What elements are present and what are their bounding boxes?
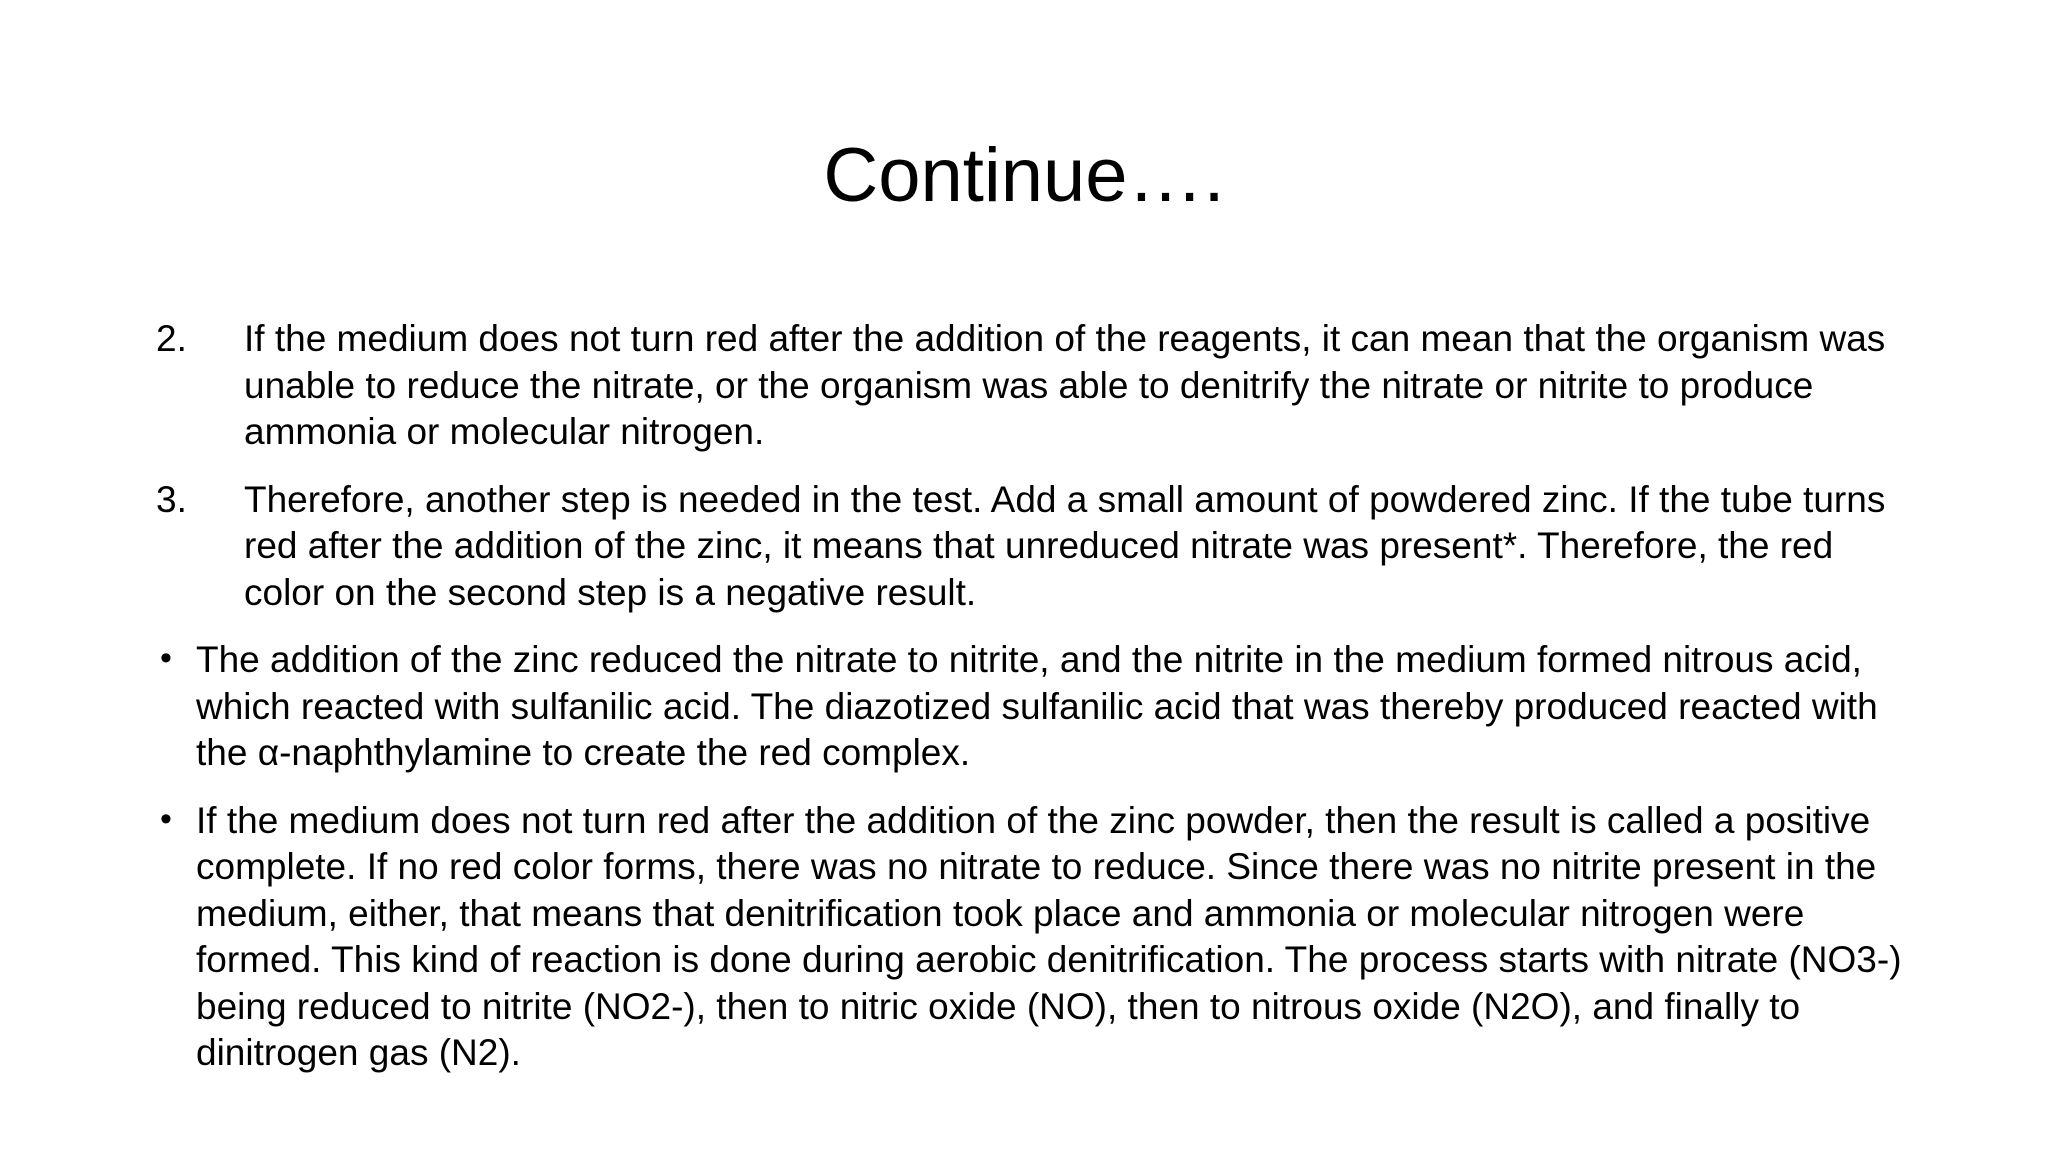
item-text: If the medium does not turn red after the addition of the zinc powder, then the result is called a positive complete. If no red color forms, there was no nitrate to reduce. Since there was no nitrite present in the medium, either, that means that denitrification took place and ammonia or molecular nitrogen were formed. This kind of reaction is done during aerobic denitrification. The process starts with nitrate (NO3-) being reduced to nitrite (NO2-), then to nitric oxide (NO), then to nitrous oxide (N2O), and finally to dinitrogen gas (N2).: [196, 799, 1902, 1073]
numbered-item-3: [156, 477, 1916, 617]
bullet-item-positive-complete: [156, 798, 1916, 1077]
bullet-icon: •: [160, 799, 172, 838]
bullet-icon: •: [160, 639, 172, 677]
item-text: The addition of the zinc reduced the nitrate to nitrite, and the nitrite in the medium formed nitrous acid, which reacted with sulfanilic acid. The diazotized sulfanilic acid that was thereby produced reacted with the α-naphthylamine to create the red complex.: [196, 639, 1878, 773]
slide-content-list: [156, 316, 1916, 1098]
slide-title: Continue….: [823, 133, 1225, 218]
numbered-item-2: [156, 316, 1916, 456]
item-number: 3.: [156, 478, 187, 520]
bullet-item-zinc-reduction: [156, 637, 1916, 777]
item-text: If the medium does not turn red after the addition of the reagents, it can mean that the organism was unable to reduce the nitrate, or the organism was able to denitrify the nitrate or nitrite to produce ammonia or molecular nitrogen.: [244, 318, 1886, 452]
item-text: Therefore, another step is needed in the test. Add a small amount of powdered zinc. If the tube turns red after the addition of the zinc, it means that unreduced nitrate was present*. Therefore, the red color on the second step is a negative result.: [244, 478, 1886, 613]
item-number: 2.: [156, 318, 187, 359]
